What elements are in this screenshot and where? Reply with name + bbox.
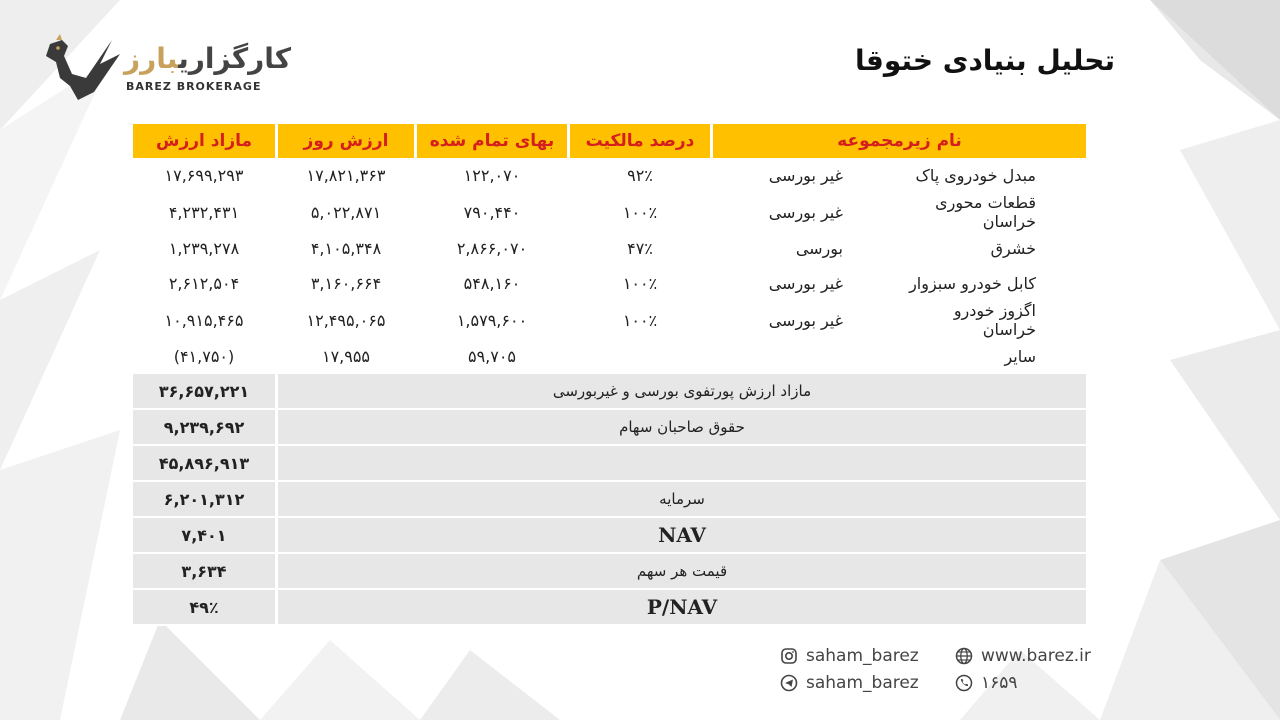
brand-name: کارگزاریبارز <box>124 42 292 75</box>
cell-type: غیر بورسی <box>768 274 843 293</box>
telegram-icon <box>780 674 798 692</box>
summary-value: ۷,۴۰۱ <box>133 518 275 554</box>
summary-row <box>133 554 1086 590</box>
phone-number: ۱۶۵۹ <box>981 673 1018 693</box>
subsidiaries-table <box>130 124 1089 626</box>
cell-surplus: ۱۰,۹۱۵,۴۶۵ <box>164 310 244 330</box>
phone-icon <box>955 674 973 692</box>
page-title: تحلیل بنیادی ختوقا <box>855 44 1115 77</box>
summary-value: ۹,۲۳۹,۶۹۲ <box>133 410 275 446</box>
cell-ownership: ۱۰۰٪ <box>622 310 658 330</box>
cell-surplus: ۱,۲۳۹,۲۷۸ <box>168 239 240 258</box>
cell-name: کابل خودرو سبزوار <box>909 274 1036 293</box>
cell-surplus: (۴۱,۷۵۰) <box>173 347 235 366</box>
cell-cost: ۲,۸۶۶,۰۷۰ <box>456 239 528 258</box>
summary-value: ۶,۲۰۱,۳۱۲ <box>133 482 275 518</box>
brand-logo <box>42 34 292 104</box>
summary-label: NAV <box>278 518 1086 554</box>
cell-ownership: ۹۲٪ <box>627 166 653 185</box>
cell-value: ۱۷,۸۲۱,۳۶۳ <box>306 166 386 185</box>
instagram-handle: saham_barez <box>806 646 919 666</box>
summary-label: مازاد ارزش پورتفوی بورسی و غیربورسی <box>278 374 1086 410</box>
cell-type: غیر بورسی <box>768 202 843 222</box>
summary-row <box>133 374 1086 410</box>
phone-contact[interactable] <box>955 673 1018 693</box>
summary-label <box>278 446 1086 482</box>
table-row <box>133 339 1086 374</box>
table-row <box>133 193 1086 231</box>
cell-surplus: ۱۷,۶۹۹,۲۹۳ <box>164 166 244 185</box>
summary-value: ۴۵,۸۹۶,۹۱۳ <box>133 446 275 482</box>
table-row <box>133 266 1086 301</box>
globe-icon <box>955 647 973 665</box>
summary-row <box>133 590 1086 626</box>
cell-surplus: ۴,۲۳۲,۴۳۱ <box>168 202 240 222</box>
table-row <box>133 301 1086 339</box>
summary-value: ۳,۶۳۴ <box>133 554 275 590</box>
summary-row <box>133 410 1086 446</box>
telegram-contact[interactable] <box>780 673 919 693</box>
cell-name: قطعات محوری خراسان <box>935 193 1036 231</box>
cell-ownership: ۴۷٪ <box>627 239 653 258</box>
cell-type <box>713 339 895 374</box>
cell-cost: ۱,۵۷۹,۶۰۰ <box>456 310 528 330</box>
cell-ownership: ۱۰۰٪ <box>622 274 658 293</box>
cell-value: ۱۲,۴۹۵,۰۶۵ <box>306 310 386 330</box>
cell-cost: ۷۹۰,۴۴۰ <box>463 202 521 222</box>
telegram-handle: saham_barez <box>806 673 919 693</box>
cell-ownership: ۱۰۰٪ <box>622 202 658 222</box>
cell-type: غیر بورسی <box>768 166 843 185</box>
cell-name: سایر <box>1004 347 1036 366</box>
instagram-contact[interactable] <box>780 646 919 666</box>
summary-label: حقوق صاحبان سهام <box>278 410 1086 446</box>
cell-value: ۵,۰۲۲,۸۷۱ <box>310 202 382 222</box>
summary-row <box>133 482 1086 518</box>
header-name: نام زیرمجموعه <box>713 124 1086 158</box>
summary-row <box>133 446 1086 482</box>
cell-value: ۴,۱۰۵,۳۴۸ <box>310 239 382 258</box>
eagle-logo-icon <box>42 34 122 102</box>
cell-cost: ۱۲۲,۰۷۰ <box>463 166 521 185</box>
table-row <box>133 158 1086 193</box>
cell-value: ۱۷,۹۵۵ <box>321 347 371 366</box>
cell-type: بورسی <box>795 239 843 258</box>
brand-name-en: BAREZ BROKERAGE <box>126 80 262 93</box>
summary-label: قیمت هر سهم <box>278 554 1086 590</box>
cell-cost: ۵۴۸,۱۶۰ <box>463 274 521 293</box>
cell-name: اگزوز خودرو خراسان <box>953 301 1036 339</box>
header-ownership: درصد مالکیت <box>570 124 710 158</box>
summary-value: ۳۶,۶۵۷,۲۲۱ <box>133 374 275 410</box>
cell-surplus: ۲,۶۱۲,۵۰۴ <box>168 274 240 293</box>
cell-name: خشرق <box>990 239 1036 258</box>
summary-row <box>133 518 1086 554</box>
cell-type: غیر بورسی <box>768 310 843 330</box>
cell-name: مبدل خودروی پاک <box>915 166 1036 185</box>
cell-value: ۳,۱۶۰,۶۶۴ <box>310 274 382 293</box>
summary-label: سرمایه <box>278 482 1086 518</box>
table-header-row <box>133 124 1086 158</box>
header-cost: بهای تمام شده <box>417 124 567 158</box>
header-surplus: مازاد ارزش <box>133 124 275 158</box>
website-contact[interactable] <box>955 646 1091 666</box>
summary-label: P/NAV <box>278 590 1086 626</box>
summary-value: ۴۹٪ <box>133 590 275 626</box>
website-url: www.barez.ir <box>981 646 1091 666</box>
cell-ownership <box>570 339 710 374</box>
cell-cost: ۵۹,۷۰۵ <box>467 347 517 366</box>
table-row <box>133 231 1086 266</box>
header-value: ارزش روز <box>278 124 414 158</box>
instagram-icon <box>780 647 798 665</box>
